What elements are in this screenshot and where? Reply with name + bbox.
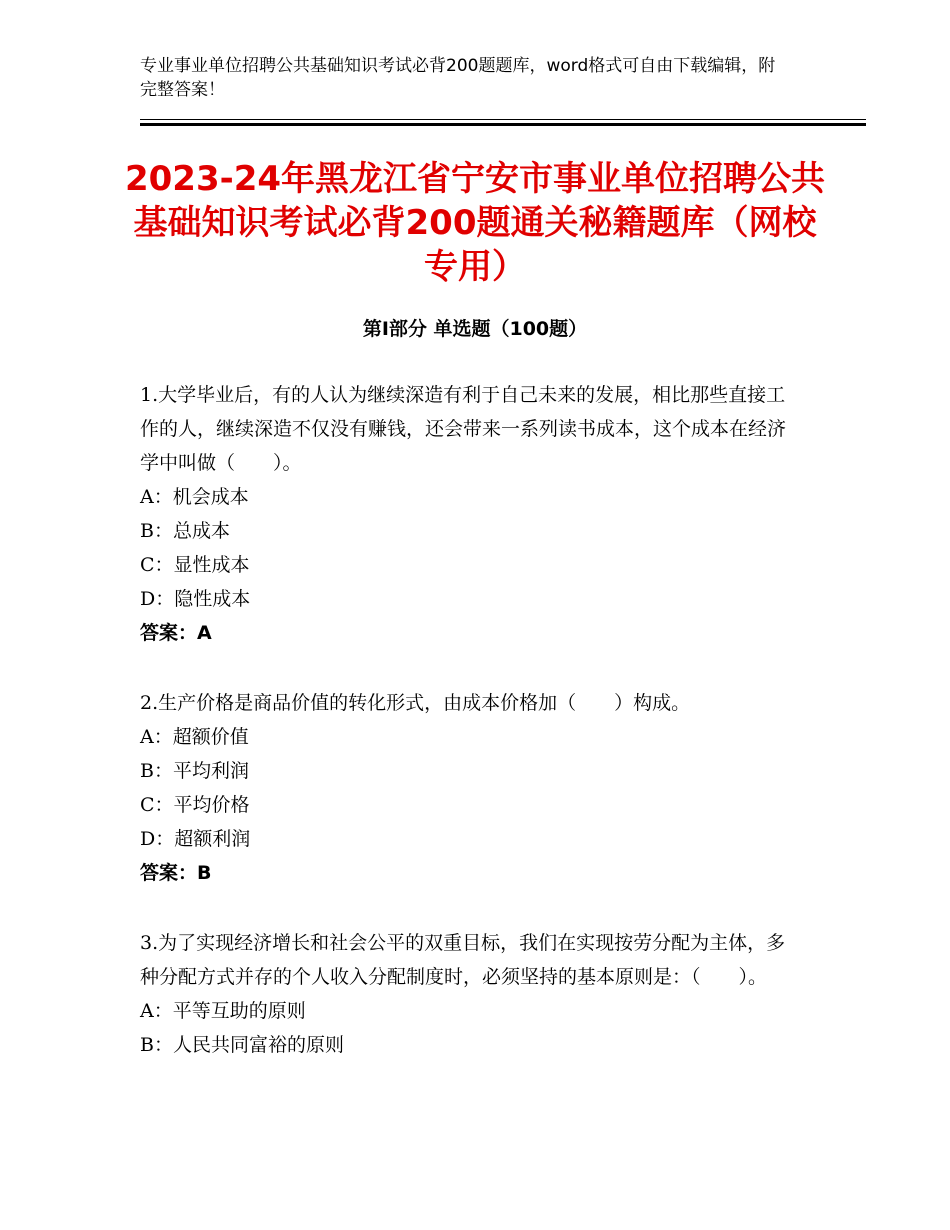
option-c: C：平均价格 xyxy=(140,794,250,816)
option-a: A：平等互助的原则 xyxy=(140,1000,306,1022)
option-a: A：机会成本 xyxy=(140,486,249,508)
question-stem: 2.生产价格是商品价值的转化形式，由成本价格加（ ）构成。 xyxy=(140,692,691,714)
option-a: A：超额价值 xyxy=(140,726,249,748)
option-b: B：总成本 xyxy=(140,520,230,542)
section-title: 第I部分 单选题（100题） xyxy=(362,318,588,340)
option-c: C：显性成本 xyxy=(140,554,250,576)
question-1 xyxy=(140,378,800,650)
document-title: 2023-24年黑龙江省宁安市事业单位招聘公共基础知识考试必背200题通关秘籍题库（网校专用） xyxy=(124,159,826,287)
header-divider-thick xyxy=(140,123,866,126)
answer: 答案：B xyxy=(140,862,212,884)
question-stem: 3.为了实现经济增长和社会公平的双重目标，我们在实现按劳分配为主体，多种分配方式并存的个人收入分配制度时，必须坚持的基本原则是：（ ）。 xyxy=(140,932,786,988)
header-divider-thin xyxy=(140,119,866,120)
option-d: D：超额利润 xyxy=(140,828,251,850)
option-b: B：人民共同富裕的原则 xyxy=(140,1034,344,1056)
header-note: 专业事业单位招聘公共基础知识考试必背200题题库，word格式可自由下载编辑，附完整答案！ xyxy=(140,56,776,100)
question-stem: 1.大学毕业后，有的人认为继续深造有利于自己未来的发展，相比那些直接工作的人，继续深造不仅没有赚钱，还会带来一系列读书成本，这个成本在经济学中叫做（ ）。 xyxy=(140,384,787,474)
question-3 xyxy=(140,926,800,1062)
answer: 答案：A xyxy=(140,622,212,644)
question-2 xyxy=(140,686,800,890)
option-b: B：平均利润 xyxy=(140,760,249,782)
option-d: D：隐性成本 xyxy=(140,588,251,610)
